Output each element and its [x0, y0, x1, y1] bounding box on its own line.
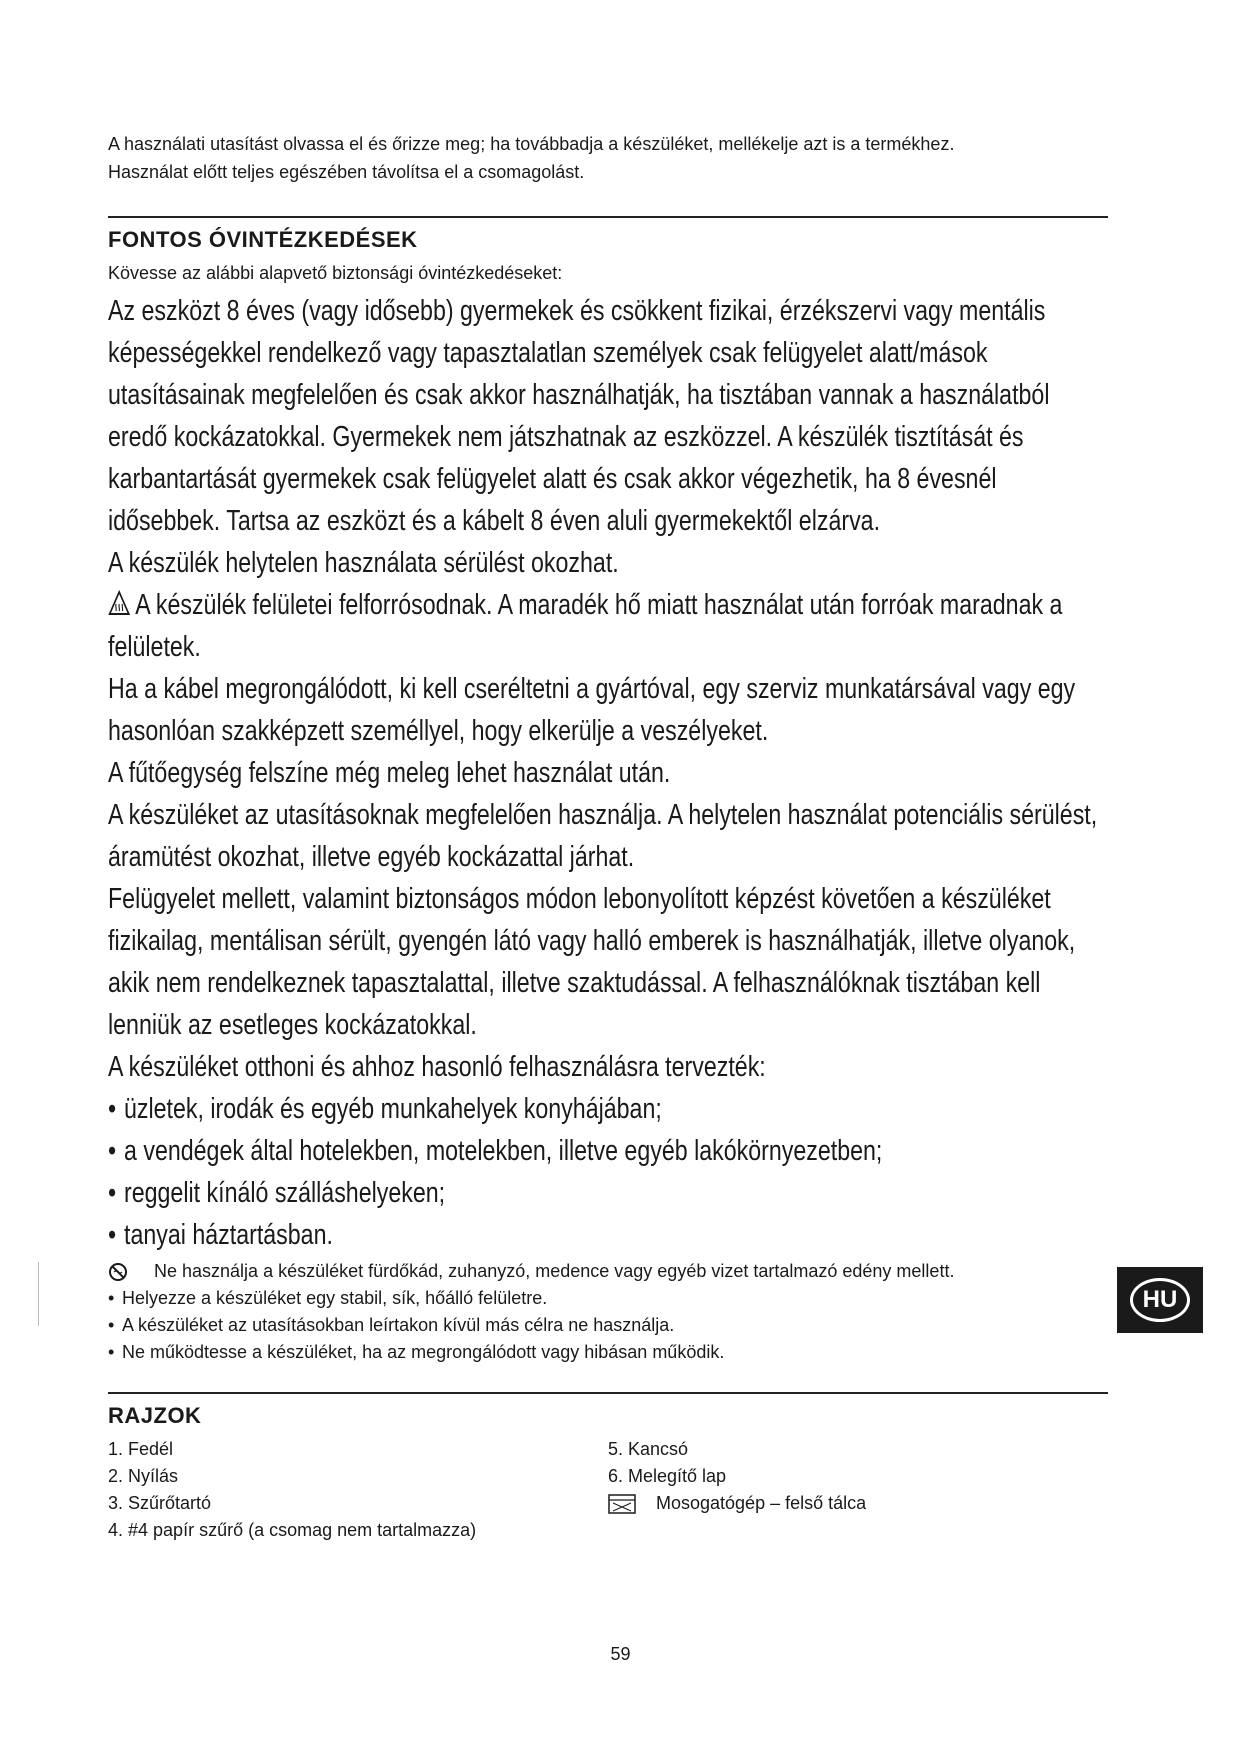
margin-line	[38, 1262, 39, 1326]
list-item: 1. Fedél	[108, 1439, 174, 1459]
list-item: • reggelit kínáló szálláshelyeken;	[108, 1172, 1108, 1214]
small-notes	[108, 1258, 1108, 1366]
safety-paragraph-2: A készülék helytelen használata sérülést okozhat.	[108, 547, 619, 579]
list-item: • Ne működtesse a készüléket, ha az megrongálódott vagy hibásan működik.	[108, 1339, 1108, 1366]
water-note	[108, 1258, 1108, 1285]
list-item: 6. Melegítő lap	[608, 1466, 727, 1486]
safety-body	[108, 290, 1108, 1256]
section-divider	[108, 216, 1108, 218]
list-item: 5. Kancsó	[608, 1439, 689, 1459]
list-item: • A készüléket az utasításokban leírtakon kívül más célra ne használja.	[108, 1312, 1108, 1339]
drawings-left-column	[108, 1436, 608, 1544]
list-item: 3. Szűrőtartó	[108, 1493, 212, 1513]
hot-surface-text: A készülék felületei felforrósodnak. A maradék hő miatt használat után forróak maradnak a felületek.	[108, 589, 1063, 663]
page-content	[108, 130, 1108, 1544]
safety-paragraph-5: A fűtőegység felszíne még meleg lehet használat után.	[108, 757, 671, 789]
safety-paragraph-3	[108, 584, 1108, 668]
safety-paragraph-7: Felügyelet mellett, valamint biztonságos módon lebonyolított képzést követően a készüléket fizikailag, mentálisan sérült, gyengén látó vagy halló emberek is használhatják, illetve olyanok, akik nem rendelkeznek tapasztalattal, illetve szaktudással. A felhasználóknak tisztában kell lenniük az esetleges kockázatokkal.	[108, 883, 1076, 1041]
list-item: • Helyezze a készüléket egy stabil, sík, hőálló felületre.	[108, 1285, 1108, 1312]
section-divider	[108, 1392, 1108, 1394]
drawings-list	[108, 1436, 1108, 1544]
language-badge-label: HU	[1130, 1278, 1190, 1322]
language-badge	[1117, 1267, 1203, 1333]
intro-line-1: A használati utasítást olvassa el és őrizze meg; ha továbbadja a készüléket, mellékelje azt is a termékhez.	[108, 134, 955, 154]
page-number: 59	[610, 1644, 631, 1664]
water-note-text: Ne használja a készüléket fürdőkád, zuhanyzó, medence vagy egyéb vizet tartalmazó edény mellett.	[154, 1261, 955, 1281]
no-water-icon	[108, 1262, 128, 1282]
uses-list	[108, 1088, 1108, 1256]
drawings-right-column	[608, 1436, 866, 1544]
dishwasher-item	[608, 1490, 866, 1517]
intro-line-2: Használat előtt teljes egészében távolítsa el a csomagolást.	[108, 162, 585, 182]
hot-surface-warning-icon	[108, 590, 130, 616]
list-item: • tanyai háztartásban.	[108, 1214, 1108, 1256]
list-item: • üzletek, irodák és egyéb munkahelyek konyhájában;	[108, 1088, 1108, 1130]
safety-paragraph-6: A készüléket az utasításoknak megfelelően használja. A helytelen használat potenciális sérülést, áramütést okozhat, illetve egyéb kockázattal járhat.	[108, 799, 1098, 873]
safety-lead: Kövesse az alábbi alapvető biztonsági óvintézkedéseket:	[108, 263, 563, 283]
dishwasher-text: Mosogatógép – felső tálca	[656, 1493, 867, 1513]
list-item: 2. Nyílás	[108, 1466, 179, 1486]
safety-paragraph-1: Az eszközt 8 éves (vagy idősebb) gyermekek és csökkent fizikai, érzékszervi vagy mentális képességekkel rendelkező vagy tapasztalatlan személyek csak felügyelet alatt/mások utasításainak megfelelően és csak akkor használhatják, ha tisztában vannak a használatból eredő kockázatokkal. Gyermekek nem játszhatnak az eszközzel. A készülék tisztítását és karbantartását gyermekek csak felügyelet alatt és csak akkor végezhetik, ha 8 évesnél idősebbek. Tartsa az eszközt és a kábelt 8 éven aluli gyermekektől elzárva.	[108, 295, 1050, 537]
list-item: • a vendégek által hotelekben, motelekben, illetve egyéb lakókörnyezetben;	[108, 1130, 1108, 1172]
safety-paragraph-8: A készüléket otthoni és ahhoz hasonló felhasználásra tervezték:	[108, 1051, 766, 1083]
safety-heading: FONTOS ÓVINTÉZKEDÉSEK	[108, 227, 418, 252]
safety-paragraph-4: Ha a kábel megrongálódott, ki kell cseréltetni a gyártóval, egy szerviz munkatársával vagy egy hasonlóan szakképzett személlyel, hogy elkerülje a veszélyeket.	[108, 673, 1076, 747]
list-item: 4. #4 papír szűrő (a csomag nem tartalmazza)	[108, 1520, 477, 1540]
drawings-heading: RAJZOK	[108, 1403, 202, 1428]
intro	[108, 130, 1108, 186]
dishwasher-icon	[608, 1494, 636, 1514]
